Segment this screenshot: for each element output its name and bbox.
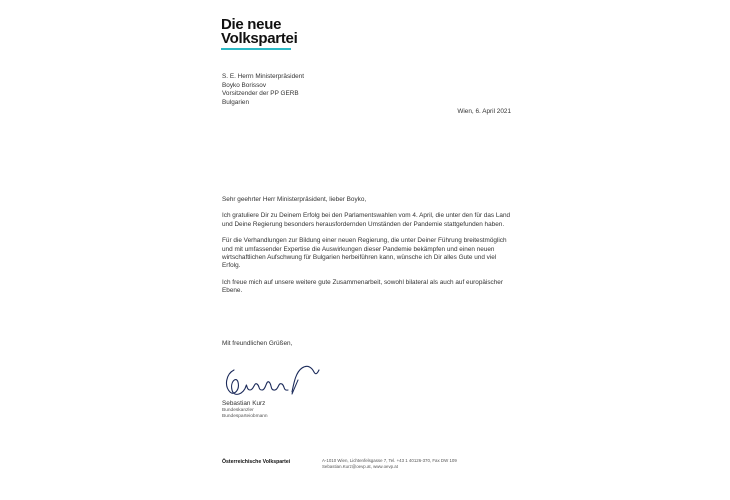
logo-line-1: Die neue [221,16,282,33]
recipient-line: S. E. Herrn Ministerpräsident [222,73,305,80]
signer-title: Bundesparteiobmann [222,414,268,419]
body-paragraph: Ich gratuliere Dir zu Deinem Erfolg bei den Parlamentswahlen vom 4. April, die unter den für das Land und Deine Regierung besonders herausfordernden Umständen der Pandemie stattgefunden haben. [222,212,511,228]
logo-line-2: Volkspartei [221,30,298,47]
footer-organization: Österreichische Volkspartei [222,459,291,465]
logo-underline [221,48,291,50]
salutation: Sehr geehrter Herr Ministerpräsident, lieber Boyko, [222,196,367,203]
footer-address: A-1010 Wien, Lichtenfelsgasse 7, Tel. +43 1 40126-370, Fax DW 109 [322,458,457,463]
signer-block [222,400,268,420]
signer-title: Bundeskanzler [222,407,254,413]
party-logo [221,18,297,50]
recipient-line: Boyko Borissov [222,81,267,89]
body-paragraph: Für die Verhandlungen zur Bildung einer neuen Regierung, die unter Deiner Führung breitestmöglich und mit umfassender Expertise die Auswirkungen dieser Pandemie bekämpfen und einen neuen wirtschaftlichen Aufschwung für Bulgarien herbeiführen kann, wünsche ich Dir alles Gute und viel Erfolg. [222,237,507,270]
letter-body [222,196,512,304]
signer-name: Sebastian Kurz [222,400,266,407]
recipient-line: Bulgarien [222,98,250,106]
footer-email-web: Sebastian.Kurz@oevp.at, www.oevp.at [322,464,398,469]
footer-contact [322,458,457,470]
recipient-line: Vorsitzender der PP GERB [222,90,299,98]
closing-phrase: Mit freundlichen Grüßen, [222,340,293,347]
letter-date: Wien, 6. April 2021 [457,108,511,115]
body-paragraph: Ich freue mich auf unsere weitere gute Zusammenarbeit, sowohl bilateral als auch auf europäischer Ebene. [222,278,503,295]
recipient-address [222,73,304,107]
